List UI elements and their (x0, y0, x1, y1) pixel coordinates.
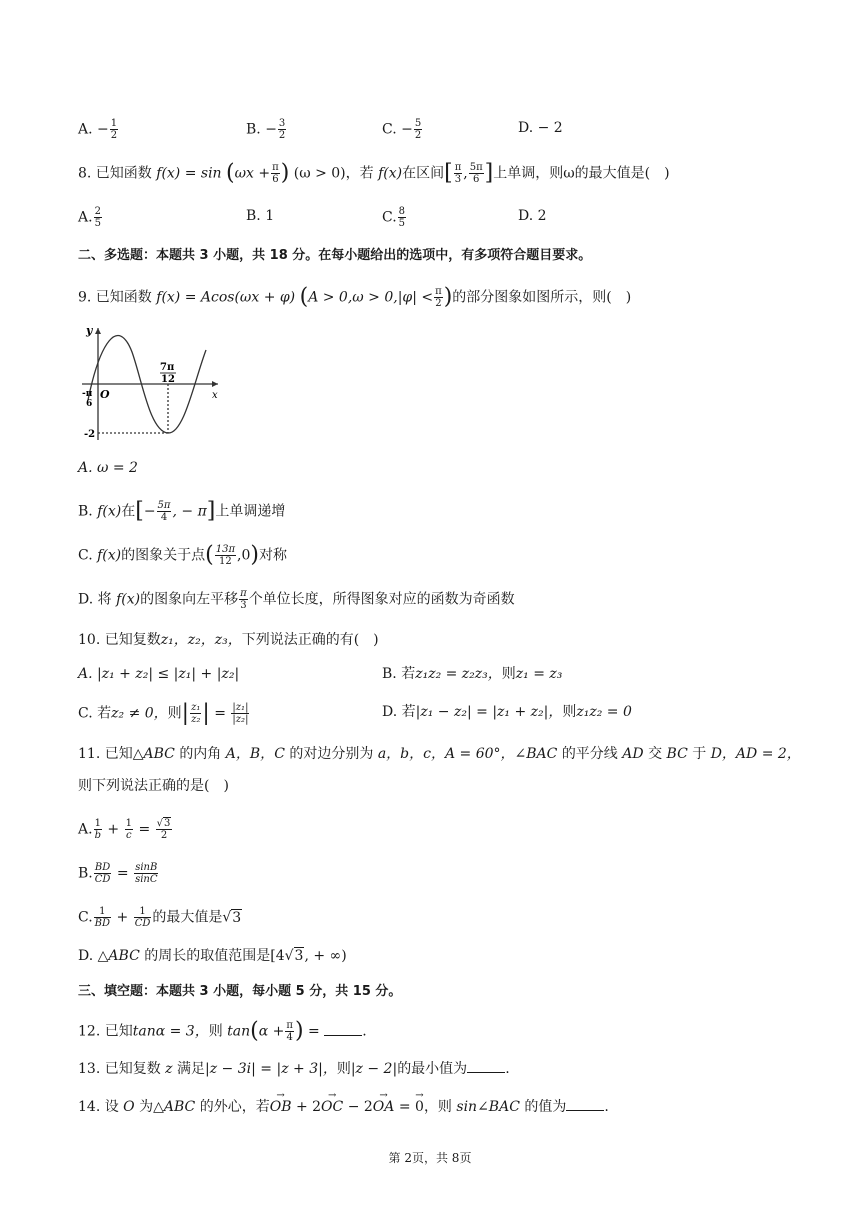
graph-right-num: 7π (160, 362, 175, 373)
graph-y-label: y (86, 324, 93, 337)
q10-option-c: C. 若z₂ ≠ 0，则| $\frac{\text{z₁}}{\text{z₂}}$ | = $\frac{\text{|z₁|}}{\text{|z₂|}}$ (78, 700, 249, 726)
q10-option-b: B. 若z₁z₂ = z₂z₃，则z₁ = z₃ (382, 666, 563, 682)
q8-option-d: D. 2 (518, 208, 547, 224)
q10-option-a: A. |z₁ + z₂| ≤ |z₁| + |z₂| (78, 666, 240, 682)
q14-answer-blank[interactable] (566, 1096, 604, 1111)
page-footer: 第 2页，共 8页 (388, 1151, 472, 1165)
q7-option-b: B. − $\frac{3}{2}$ (246, 118, 286, 141)
graph-left-label-den: 6 (86, 399, 93, 409)
q10-option-d: D. 若|z₁ − z₂| = |z₁ + z₂|，则z₁z₂ = 0 (382, 704, 632, 720)
q8-option-b: B. 1 (246, 208, 275, 224)
q8-option-a: A. $\frac{2}{5}$ (78, 206, 101, 229)
q9-graph (80, 322, 222, 444)
q13-answer-blank[interactable] (467, 1058, 505, 1073)
graph-right-den: 12 (161, 374, 175, 385)
q7-option-a: A. − $\frac{1}{2}$ (78, 118, 118, 141)
q7-option-d: D. − 2 (518, 120, 563, 136)
q8-option-c: C. $\frac{8}{5}$ (382, 206, 406, 229)
graph-min-label: -2 (84, 429, 96, 440)
graph-left-label: -π (82, 389, 93, 399)
graph-x-label: x (212, 390, 218, 401)
q12-answer-blank[interactable] (324, 1021, 362, 1036)
graph-origin-label: O (100, 388, 110, 401)
q7-option-c: C. − $\frac{5}{2}$ (382, 118, 422, 141)
